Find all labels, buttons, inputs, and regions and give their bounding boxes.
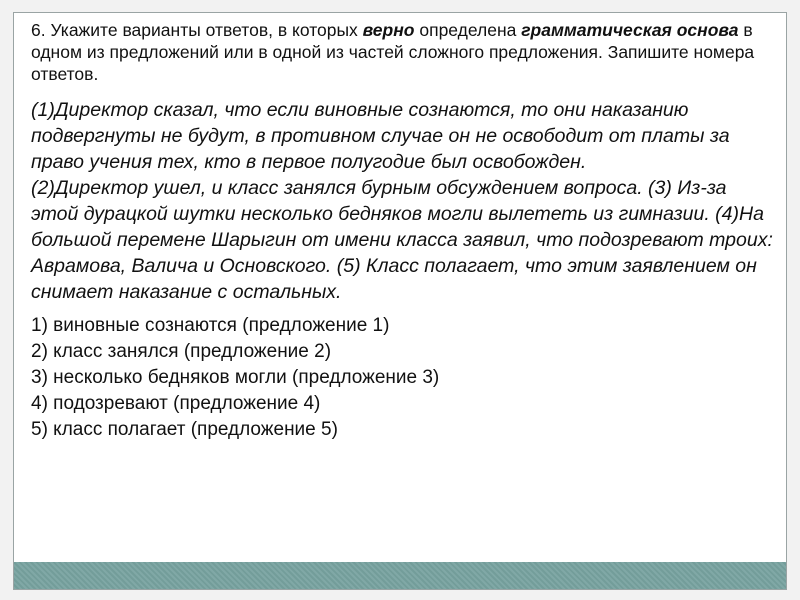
answer-option-2: 2) класс занялся (предложение 2) (31, 341, 332, 362)
answer-option-4: 4) подозревают (предложение 4) (31, 393, 321, 414)
answer-option-3: 3) несколько бедняков могли (предложение 3) (31, 367, 440, 388)
slide-content (31, 19, 776, 443)
answer-option-5: 5) класс полагает (предложение 5) (31, 419, 338, 440)
passage-paragraph-2: (2)Директор ушел, и класс занялся бурным обсуждением вопроса. (3) Из-за этой дурацкой шутки несколько бедняков могли вылететь из гимназии. (4)На большой перемене Шарыгин от имени класса заявил, что подозревают троих: Аврамова, Валича и Основского. (5) Класс полагает, что этим заявлением он снимает наказание с остальных. (31, 177, 773, 303)
passage-paragraph-1: (1)Директор сказал, что если виновные сознаются, то они наказанию подвергнуты не будут, в противном случае он не освободит от платы за право учения тех, кто в первое полугодие был освобожден. (31, 99, 730, 173)
question-text (31, 19, 776, 85)
slide-footer-bar (14, 562, 786, 589)
question-emphasis-verno: верно (362, 20, 415, 40)
question-part-3: в одном из предложений или в одной из частей сложного предложения. Запишите номера ответов. (31, 20, 755, 84)
passage (31, 97, 776, 305)
question-part-1: 6. Укажите варианты ответов, в которых (31, 20, 363, 40)
question-emphasis-grammar-basis: грамматическая основа (521, 20, 739, 40)
slide (13, 12, 787, 590)
answer-option-1: 1) виновные сознаются (предложение 1) (31, 315, 390, 336)
answer-list (31, 313, 776, 443)
question-part-2: определена (414, 20, 522, 40)
